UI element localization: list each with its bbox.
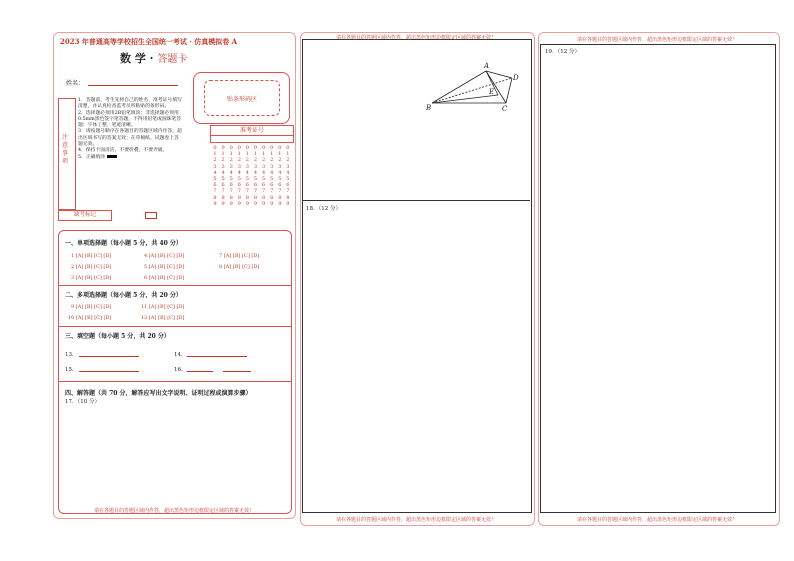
notice-text: 请在各题目的答题区域内作答，超出黑色矩形边框限定区域的答案无效！: [576, 517, 737, 523]
admission-digit[interactable]: 4: [270, 169, 274, 176]
admission-digit[interactable]: 9: [221, 200, 225, 207]
admission-digit[interactable]: 6: [262, 182, 266, 189]
admission-digit[interactable]: 0: [262, 145, 266, 151]
admission-digit[interactable]: 4: [262, 169, 266, 176]
admission-digit[interactable]: 3: [286, 163, 290, 170]
edge-BE: [432, 95, 498, 103]
admission-digit[interactable]: 0: [221, 145, 225, 151]
vertex-label: B: [426, 104, 432, 112]
admission-digit[interactable]: 4: [229, 169, 233, 176]
admission-digit[interactable]: 7: [278, 188, 282, 195]
blank-label: 14．: [174, 352, 187, 358]
note-item: 1．答题前，考生先将自己的姓名、准考证号填写清楚，并认真检查监考员所粘贴的条形码。: [78, 98, 182, 110]
admission-digit[interactable]: 1: [245, 151, 249, 158]
notice-text: 请在各题目的答题区域内作答，超出黑色矩形边框限定区域的答案无效！: [93, 508, 254, 514]
fill-example-label: 5．正确填涂: [78, 154, 106, 160]
section3-title: 三、填空题（每小题 5 分，共 20 分）: [65, 333, 170, 340]
admission-digit[interactable]: 8: [286, 194, 290, 201]
admission-digit[interactable]: 3: [221, 163, 225, 170]
absent-label: 缺考标记: [58, 210, 112, 221]
notice-text: 请在各题目的答题区域内作答，超出黑色矩形边框限定区域的答案无效！: [576, 37, 737, 43]
admission-digit[interactable]: 7: [237, 188, 241, 195]
admission-digit[interactable]: 5: [229, 176, 233, 183]
section1-title: 一、单项选择题（每小题 5 分，共 40 分）: [65, 240, 182, 247]
admission-digit[interactable]: 5: [213, 176, 217, 183]
admission-digit[interactable]: 3: [270, 163, 274, 170]
admission-digit[interactable]: 4: [286, 169, 290, 176]
admission-digit[interactable]: 1: [213, 151, 217, 158]
edge-BA: [432, 71, 486, 103]
admission-digit[interactable]: 0: [245, 145, 249, 151]
admission-digit[interactable]: 9: [253, 200, 258, 207]
name-label: 姓名：: [66, 80, 85, 87]
admission-digit[interactable]: 3: [262, 163, 266, 170]
vertex-label: E: [489, 88, 495, 96]
admission-digit[interactable]: 9: [270, 200, 274, 207]
admission-digit[interactable]: 0: [229, 145, 233, 151]
choice-row[interactable]: 10 [A] [B] [C] [D]: [68, 315, 112, 321]
choice-row[interactable]: 11 [A] [B] [C] [D]: [141, 304, 185, 310]
admission-digit[interactable]: 6: [278, 182, 282, 189]
admission-digit[interactable]: 2: [286, 157, 290, 164]
admission-digit[interactable]: 8: [213, 194, 217, 201]
admission-digit[interactable]: 6: [245, 182, 249, 189]
admission-digit[interactable]: 6: [237, 182, 241, 189]
admission-digit[interactable]: 9: [262, 200, 266, 207]
admission-digit[interactable]: 2: [237, 157, 241, 164]
admission-digit[interactable]: 8: [221, 194, 225, 201]
note-item: 3．请按题号顺序在各题目的答题区域内作答，超出区域书写的答案无效；在草稿纸、试题卷上答题无效。: [78, 129, 182, 148]
admission-digit[interactable]: 5: [270, 176, 274, 183]
admission-digit[interactable]: 8: [237, 194, 241, 201]
blank-label: 13．: [65, 352, 78, 358]
admission-digit[interactable]: 6: [213, 182, 217, 189]
admission-digit[interactable]: 7: [262, 188, 266, 195]
admission-digit[interactable]: 1: [270, 151, 274, 158]
choice-row[interactable]: 8 [A] [B] [C] [D]: [219, 264, 260, 270]
answer-area-19[interactable]: [540, 56, 774, 506]
admission-digit[interactable]: 3: [278, 163, 282, 170]
admission-digit[interactable]: 3: [245, 163, 249, 170]
admission-digit[interactable]: 3: [253, 163, 258, 170]
admission-digit[interactable]: 7: [245, 188, 249, 195]
question-18-label: 18．（12 分）: [306, 206, 341, 212]
admission-digit[interactable]: 6: [253, 182, 258, 189]
section4-title: 四、解答题（共 70 分，解答应写出文字说明、证明过程或演算步骤）: [65, 390, 252, 397]
admission-digit[interactable]: 8: [245, 194, 249, 201]
admission-digit[interactable]: 1: [278, 151, 282, 158]
choice-row[interactable]: 12 [A] [B] [C] [D]: [141, 315, 185, 321]
note-item: 2．选择题必须用2B铅笔填涂；非选择题必须用0.5mm黑色签字笔答题，不得用铅笔或圆珠笔答题；字体工整、笔迹清晰。: [78, 110, 182, 129]
admission-digit[interactable]: 3: [213, 163, 217, 170]
choice-row[interactable]: 1 [A] [B] [C] [D]: [71, 253, 112, 259]
admission-digit[interactable]: 9: [229, 200, 233, 207]
admission-digit[interactable]: 9: [278, 200, 282, 207]
admission-digit[interactable]: 2: [229, 157, 233, 164]
admission-digit[interactable]: 9: [213, 200, 217, 207]
admission-digit[interactable]: 9: [245, 200, 249, 207]
sheet-name: 答题卡: [157, 54, 188, 65]
admission-digit[interactable]: 0: [253, 145, 258, 151]
question-17-label: 17．（10 分）: [65, 399, 100, 405]
blank-label: 15．: [65, 367, 78, 373]
admission-digit[interactable]: 2: [221, 157, 225, 164]
question-19-label: 19．（12 分）: [545, 49, 580, 55]
admission-digit[interactable]: 5: [221, 176, 225, 183]
exam-title: 2023 年普通高等学校招生全国统一考试 · 仿真模拟卷 A: [60, 37, 238, 46]
admission-digit[interactable]: 9: [237, 200, 241, 207]
section2-title: 二、多项选择题（每小题 5 分，共 20 分）: [65, 292, 182, 299]
choice-row[interactable]: 2 [A] [B] [C] [D]: [71, 264, 112, 270]
choice-row[interactable]: 4 [A] [B] [C] [D]: [144, 253, 185, 259]
admission-digit[interactable]: 4: [237, 169, 241, 176]
admission-digit[interactable]: 8: [262, 194, 266, 201]
admission-digit[interactable]: 8: [278, 194, 282, 201]
admission-digit[interactable]: 2: [213, 157, 217, 164]
admission-digit[interactable]: 6: [270, 182, 274, 189]
choice-row[interactable]: 9 [A] [B] [C] [D]: [71, 304, 112, 310]
admission-digit[interactable]: 7: [229, 188, 233, 195]
admission-digit[interactable]: 1: [286, 151, 290, 158]
choice-row[interactable]: 7 [A] [B] [C] [D]: [219, 253, 260, 259]
admission-digit[interactable]: 1: [262, 151, 266, 158]
admission-digit[interactable]: 2: [262, 157, 266, 164]
notice-text: 请在各题目的答题区域内作答，超出黑色矩形边框限定区域的答案无效！: [335, 517, 496, 523]
admission-digit[interactable]: 3: [237, 163, 241, 170]
admission-digit[interactable]: 4: [221, 169, 225, 176]
admission-digit[interactable]: 0: [213, 145, 217, 151]
admission-digit[interactable]: 5: [286, 176, 290, 183]
admission-digit[interactable]: 7: [221, 188, 225, 195]
admission-digit[interactable]: 2: [270, 157, 274, 164]
admission-digit[interactable]: 4: [253, 169, 258, 176]
admission-digit[interactable]: 7: [213, 188, 217, 195]
edge-DC: [506, 78, 512, 103]
admission-digit[interactable]: 2: [245, 157, 249, 164]
vertex-label: A: [484, 62, 490, 70]
notice-text: 请在各题目的答题区域内作答，超出黑色矩形边框限定区域的答案无效！: [335, 35, 496, 41]
admission-digit[interactable]: 5: [245, 176, 249, 183]
vertex-label: D: [513, 74, 519, 82]
admission-digit[interactable]: 5: [237, 176, 241, 183]
admission-digit[interactable]: 0: [278, 145, 282, 151]
admission-title: 准考证号: [210, 125, 294, 136]
subject-name: 数 学 ·: [120, 52, 154, 65]
choice-row[interactable]: 3 [A] [B] [C] [D]: [71, 275, 112, 281]
admission-digit[interactable]: 6: [229, 182, 233, 189]
admission-digit[interactable]: 4: [245, 169, 249, 176]
blank-label: 16．: [174, 367, 187, 373]
admission-digit[interactable]: 8: [229, 194, 233, 201]
admission-digit[interactable]: 7: [286, 188, 290, 195]
admission-digit[interactable]: 0: [270, 145, 274, 151]
notes-title: 注意事项: [62, 134, 69, 165]
admission-digit[interactable]: 1: [253, 151, 258, 158]
admission-digit[interactable]: 6: [221, 182, 225, 189]
admission-digit[interactable]: 8: [270, 194, 274, 201]
admission-digit[interactable]: 9: [286, 200, 290, 207]
admission-digit[interactable]: 5: [253, 176, 258, 183]
admission-digit[interactable]: 1: [221, 151, 225, 158]
admission-digit[interactable]: 7: [253, 188, 258, 195]
admission-digit[interactable]: 1: [237, 151, 241, 158]
barcode-label: 贴条形码区: [204, 80, 280, 116]
admission-digit[interactable]: 0: [286, 145, 290, 151]
admission-digit[interactable]: 4: [213, 169, 217, 176]
choice-row[interactable]: 5 [A] [B] [C] [D]: [144, 264, 185, 270]
admission-digit[interactable]: 5: [262, 176, 266, 183]
admission-digit[interactable]: 8: [253, 194, 258, 201]
note-item: 4．保持卡面清洁，不要折叠、不要弄破。: [78, 148, 168, 154]
admission-digit[interactable]: 2: [253, 157, 258, 164]
edge-BD: [432, 78, 512, 103]
admission-digit[interactable]: 0: [237, 145, 241, 151]
admission-digit[interactable]: 6: [286, 182, 290, 189]
admission-digit[interactable]: 4: [278, 169, 282, 176]
admission-digit[interactable]: 2: [278, 157, 282, 164]
admission-digit[interactable]: 7: [270, 188, 274, 195]
admission-digit[interactable]: 5: [278, 176, 282, 183]
vertex-label: C: [502, 105, 508, 113]
admission-digit[interactable]: 1: [229, 151, 233, 158]
admission-digit[interactable]: 3: [229, 163, 233, 170]
choice-row[interactable]: 6 [A] [B] [C] [D]: [144, 275, 185, 281]
